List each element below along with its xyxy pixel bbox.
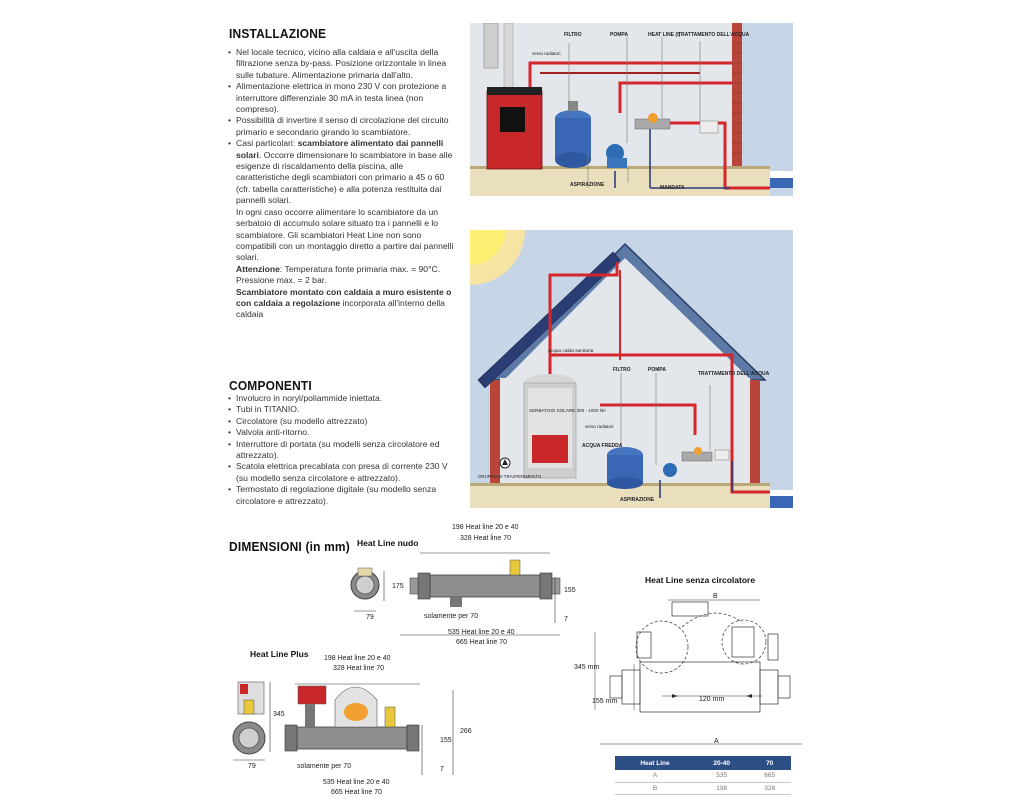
installazione-bullet-4 [228, 138, 456, 206]
diagram-solar-installation [470, 230, 793, 508]
table-cell: 665 [748, 770, 791, 782]
plus-dim-b2: 665 Heat line 70 [331, 789, 382, 796]
nudo-dim-7: 7 [564, 616, 568, 623]
table-header-2040: 20-40 [695, 756, 748, 770]
table-cell: B [615, 782, 695, 794]
plus-dim-155: 155 [440, 737, 452, 744]
nudo-dim-solamente: solamente per 70 [424, 613, 479, 620]
installazione-heading: INSTALLAZIONE [229, 26, 327, 41]
nudo-dim-top2: 328 Heat line 70 [460, 535, 511, 542]
senza-dim-345: 345 mm [574, 664, 600, 671]
nudo-dim-175: 175 [392, 583, 404, 590]
casi-rest: . Occorre dimensionare lo scambiatore in base alle esigenze di riscaldamento della piscina, alle caratteristiche degli scambiatori con primario a 45 o 60 (cfr. tabella caratteristiche) e alla potenza restituita dai pannelli solari. [236, 149, 453, 206]
attenzione-rest: : Temperatura fonte primaria max. = 90°C. Pressione max. = 2 bar. [236, 263, 441, 286]
attenzione-text [228, 264, 456, 287]
muro-rest: incorporata all'interno della caldaia [236, 297, 445, 320]
nudo-dim-b2: 665 Heat line 70 [456, 639, 507, 646]
d1-label-aspirazione: ASPIRAZIONE [570, 182, 605, 188]
nudo-dim-79: 79 [366, 614, 374, 621]
senza-dim-155: 155 mm [592, 698, 618, 705]
d2-label-pompa: POMPA [648, 367, 666, 373]
componenti-item-3: • Circolatore (su modello attrezzato) [228, 416, 456, 427]
muro-bold: Scambiatore montato con caldaia a muro esistente o con caldaia a regolazione [236, 286, 452, 308]
d2-label-serbatoio: SERBATOIO SOLARE 300 - 1000 litri [529, 408, 606, 413]
componenti-item-1: • Involucro in noryl/poliammide iniettata. [228, 393, 456, 404]
senza-dim-b: B [713, 593, 718, 600]
componenti-item-4: • Valvola anti-ritorno. [228, 427, 456, 438]
diagram-boiler-installation [470, 23, 793, 196]
d2-label-aspirazione: ASPIRAZIONE [620, 497, 655, 503]
installazione-bullet-3: • Possibilità di invertire il senso di circolazione del circuito primario e secondario girando lo scambiatore. [228, 115, 456, 138]
plus-dim-79: 79 [248, 763, 256, 770]
plus-dim-solamente: solamente per 70 [297, 763, 352, 770]
componenti-heading: COMPONENTI [229, 378, 312, 393]
d2-label-radiatori: verso radiatori [585, 424, 614, 429]
dimensioni-heading: DIMENSIONI (in mm) [229, 539, 350, 554]
componenti-list [228, 393, 456, 507]
nudo-dim-b1: 535 Heat line 20 e 40 [448, 629, 515, 636]
d2-label-trattamento: TRATTAMENTO DELL'ACQUA [698, 371, 770, 377]
d1-label-trattamento: TRATTAMENTO DELL'ACQUA [678, 32, 750, 38]
nudo-dim-155: 155 [564, 587, 576, 594]
d1-label-heatline: HEAT LINE (I) [648, 32, 681, 38]
d1-label-radiatori: verso radiatori [532, 51, 561, 56]
plus-dim-345: 345 [273, 711, 285, 718]
senza-title: Heat Line senza circolatore [645, 575, 756, 585]
senza-dim-120: 120 mm [699, 696, 725, 703]
casi-bold: scambiatore alimentato dai pannelli solari [236, 138, 444, 160]
plus-dim-top1: 198 Heat line 20 e 40 [324, 655, 391, 662]
d2-label-acqua-fredda: ACQUA FREDDA [582, 443, 623, 449]
nudo-title: Heat Line nudo [357, 538, 419, 548]
plus-dim-top2: 328 Heat line 70 [333, 665, 384, 672]
table-cell: 198 [695, 782, 748, 794]
table-header-heatline: Heat Line [615, 756, 695, 770]
muro-text [228, 287, 456, 321]
d1-label-filtro: FILTRO [564, 32, 582, 38]
componenti-item-6: • Scatola elettrica precablata con presa di corrente 230 V (su modello senza circolatore e attrezzato). [228, 461, 456, 484]
installazione-list [228, 47, 456, 207]
table-cell: 328 [748, 782, 791, 794]
table-cell: A [615, 770, 695, 782]
componenti-item-7: • Termostato di regolazione digitale (su modello senza circolatore e attrezzato). [228, 484, 456, 507]
plus-title: Heat Line Plus [250, 649, 309, 659]
componenti-item-5: • Interruttore di portata (su modelli senza circolatore ed attrezzato). [228, 439, 456, 462]
senza-dim-a: A [714, 738, 719, 745]
installazione-para2: In ogni caso occorre alimentare lo scambiatore da un serbatoio di accumulo solare situato tra i pannelli e lo scambiatore. Gli scambiatori Heat Line non sono compatibili con un montaggio diretto a partire dai pannelli solari. [236, 206, 454, 263]
plus-dim-b1: 535 Heat line 20 e 40 [323, 779, 390, 786]
d1-label-pompa: POMPA [610, 32, 628, 38]
table-row [615, 770, 791, 782]
senza-drawing [582, 592, 817, 752]
dimension-table [615, 756, 791, 795]
attenzione-bold: Attenzione [236, 263, 280, 274]
installazione-bullet-1: • Nel locale tecnico, vicino alla caldaia e all'uscita della filtrazione senza by-pass. Posizione orizzontale in linea sulle tubature. Alimentazione primaria dall'alto. [228, 47, 456, 81]
installazione-bullet-2: • Alimentazione elettrica in mono 230 V con protezione a interruttore differenziale 30 mA in testa linea (non compreso). [228, 81, 456, 115]
plus-dim-266: 266 [460, 728, 472, 735]
d2-label-filtro: FILTRO [613, 367, 631, 373]
table-row [615, 782, 791, 794]
nudo-dim-top1: 198 Heat line 20 e 40 [452, 524, 519, 531]
plus-dim-7: 7 [440, 766, 444, 773]
componenti-body [228, 393, 456, 507]
d1-label-mandata: MANDATA [660, 185, 685, 191]
plus-drawing [225, 672, 475, 790]
casi-intro: Casi particolari: [236, 138, 298, 149]
d2-label-gruppo: GRUPPO DI TRASFERIMENTO [478, 474, 542, 479]
table-header-row [615, 756, 791, 770]
componenti-item-2: • Tubi in TITANIO. [228, 404, 456, 415]
table-cell: 535 [695, 770, 748, 782]
installazione-body [228, 47, 456, 321]
table-header-70: 70 [748, 756, 791, 770]
d2-label-acqua-calda: acqua calda sanitaria [548, 349, 594, 354]
